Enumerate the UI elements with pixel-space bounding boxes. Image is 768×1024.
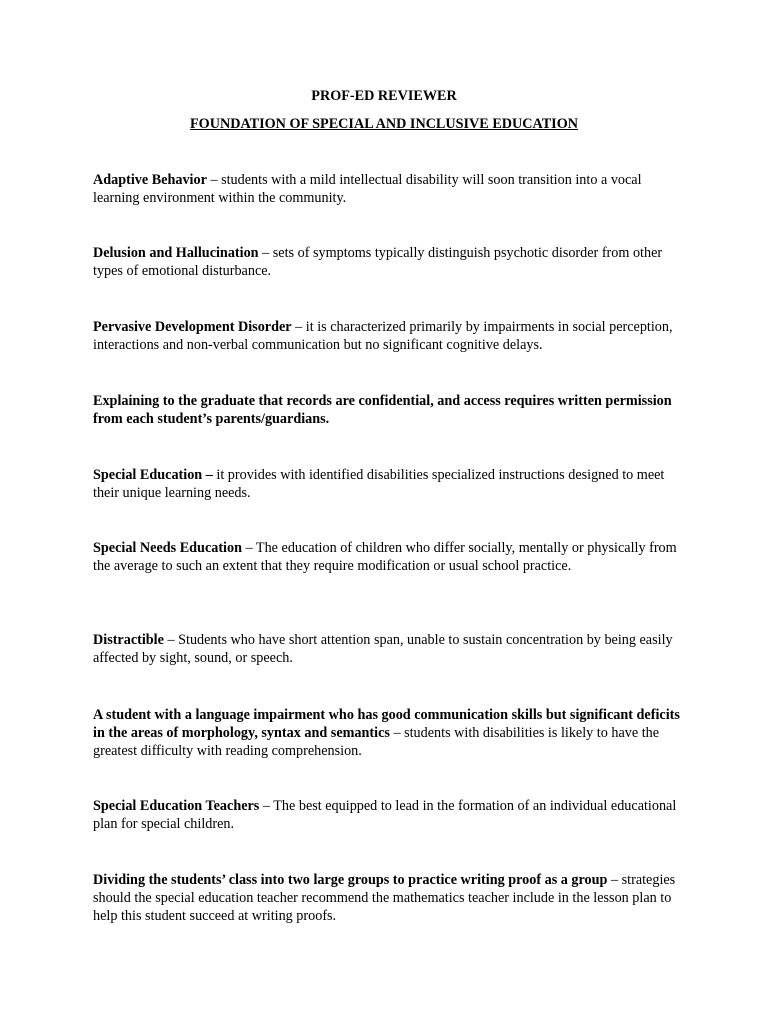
page-title: PROF-ED REVIEWER xyxy=(311,88,457,104)
entry-term: Special Education – xyxy=(93,467,213,483)
entry-text: – Students who have short attention span, unable to sustain concentration by being easily affected by sight, sound, or speech. xyxy=(93,632,673,667)
entry-text: – The education of children who differ socially, mentally or physically from the average to such an extent that they require modification or usual school practice. xyxy=(93,540,677,575)
entry-term: Delusion and Hallucination xyxy=(93,245,259,261)
entry-term: Special Needs Education xyxy=(93,540,242,556)
entry-language-impairment xyxy=(93,706,683,761)
entry-dividing-class xyxy=(93,871,683,926)
page-subtitle xyxy=(0,115,768,133)
entry-term: Dividing the students’ class into two large groups to practice writing proof as a group xyxy=(93,872,608,888)
entry-text: – it is characterized primarily by impairments in social perception, interactions and non-verbal communication but no significant cognitive delays. xyxy=(93,319,673,354)
entry-adaptive-behavior xyxy=(93,171,683,207)
entry-special-education xyxy=(93,466,683,502)
entry-text: – students with disabilities is likely to have the greatest difficulty with reading comprehension. xyxy=(93,725,660,760)
entry-distractible xyxy=(93,631,683,667)
entry-text: – strategies should the special education teacher recommend the mathematics teacher include in the lesson plan to help this student succeed at writing proofs. xyxy=(93,872,676,925)
entry-text: it provides with identified disabilities specialized instructions designed to meet their unique learning needs. xyxy=(93,467,665,502)
entry-text: – The best equipped to lead in the formation of an individual educational plan for special children. xyxy=(93,798,677,833)
entry-special-education-teachers xyxy=(93,797,683,833)
entry-term: Explaining to the graduate that records are confidential, and access requires written permission from each student’s parents/guardians. xyxy=(93,393,672,428)
entry-term: A student with a language impairment who has good communication skills but significant deficits in the areas of morphology, syntax and semantics xyxy=(93,707,680,742)
entry-special-needs-education xyxy=(93,539,683,575)
entry-term: Distractible xyxy=(93,632,164,648)
entry-delusion-hallucination xyxy=(93,244,683,280)
entry-text: – sets of symptoms typically distinguish psychotic disorder from other types of emotional disturbance. xyxy=(93,245,663,280)
entry-records-confidential xyxy=(93,392,683,428)
entry-text: – students with a mild intellectual disability will soon transition into a vocal learning environment within the community. xyxy=(93,172,642,207)
entry-term: Special Education Teachers xyxy=(93,798,260,814)
page-subtitle-text: FOUNDATION OF SPECIAL AND INCLUSIVE EDUCATION xyxy=(190,116,578,132)
entry-term: Adaptive Behavior xyxy=(93,172,207,188)
entry-term: Pervasive Development Disorder xyxy=(93,319,292,335)
entry-pervasive-development-disorder xyxy=(93,318,683,354)
